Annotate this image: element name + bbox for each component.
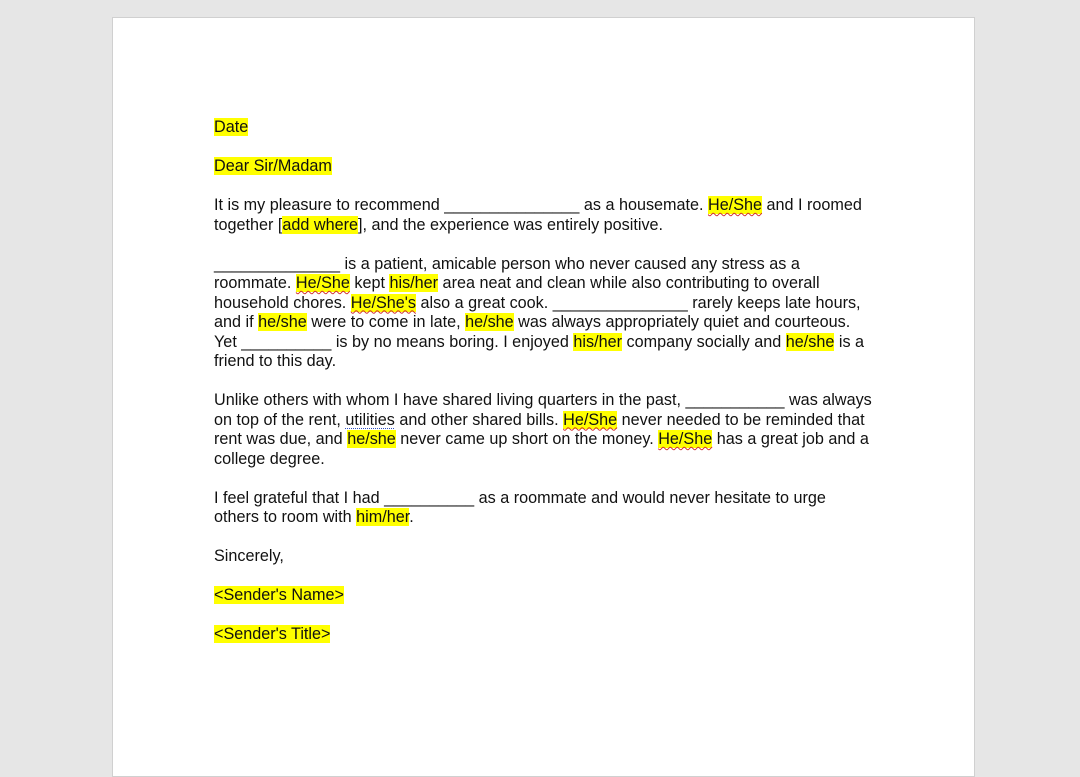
salutation-placeholder: Dear Sir/Madam <box>214 157 332 175</box>
p4-pronoun: him/her <box>356 508 410 526</box>
p2-pronoun-4: he/she <box>258 313 307 331</box>
date-line <box>214 118 874 138</box>
p3-text-c: and other shared bills. <box>394 410 564 429</box>
paragraph-4 <box>214 489 874 528</box>
p2-text-a: ______________ is a patient, amicable person who never caused any stress as a roommate. <box>214 254 800 292</box>
p3-pronoun-2: he/she <box>347 430 396 448</box>
paragraph-3 <box>214 391 874 469</box>
p2-text-k: was always appropriately quiet and courteous. Yet __________ is by no means boring. I enjoyed <box>214 313 851 351</box>
sender-name-placeholder: <Sender's Name> <box>214 586 344 604</box>
p2-text-c: kept <box>349 274 390 292</box>
p3-pronoun-1: He/She <box>563 410 618 429</box>
p1-text-a: It is my pleasure to recommend _______________ as a housemate. <box>214 196 709 214</box>
p2-pronoun-3: He/She's <box>350 293 416 312</box>
p3-text-g: never came up short on the money. <box>395 430 659 448</box>
document-page <box>112 17 975 777</box>
paragraph-1 <box>214 196 874 235</box>
p2-pronoun-7: he/she <box>785 332 835 351</box>
p4-text-a: I feel grateful that I had __________ as a roommate and would never hesitate to urge others to room with <box>214 488 826 526</box>
letter-body <box>214 118 874 664</box>
p1-add-where-placeholder: add where <box>282 215 359 234</box>
p3-utilities-word: utilities <box>345 410 395 429</box>
paragraph-2 <box>214 255 874 372</box>
salutation-line <box>214 157 874 177</box>
p2-pronoun-2: his/her <box>389 274 439 292</box>
p2-pronoun-1: He/She <box>295 274 350 292</box>
p4-text-c: . <box>409 508 414 526</box>
p3-text-a: Unlike others with whom I have shared living quarters in the past, ___________ was always on top of the rent, <box>214 391 872 429</box>
date-placeholder: Date <box>214 118 249 136</box>
p3-pronoun-3: He/She <box>658 430 713 448</box>
p2-pronoun-6: his/her <box>573 332 622 351</box>
p3-text-e: never needed to be reminded that rent was due, and <box>214 410 865 448</box>
closing-text: Sincerely, <box>214 547 284 565</box>
sender-title-placeholder: <Sender's Title> <box>214 625 331 643</box>
p2-text-i: were to come in late, <box>306 313 466 331</box>
closing-line <box>214 547 874 567</box>
sender-name-line <box>214 586 874 606</box>
p1-text-e: ], and the experience was entirely positive. <box>358 215 664 234</box>
p2-text-o: is a friend to this day. <box>214 332 865 370</box>
p1-text-c: and I roomed together [ <box>214 196 862 234</box>
p2-text-g: also a great cook. _______________ rarely keeps late hours, and if <box>214 293 861 331</box>
p2-text-m: company socially and <box>621 332 786 351</box>
p2-pronoun-5: he/she <box>465 313 514 331</box>
p1-pronoun-he-she: He/She <box>708 196 763 214</box>
p2-text-e: area neat and clean while also contributing to overall household chores. <box>214 274 820 312</box>
sender-title-line <box>214 625 874 645</box>
p3-text-i: has a great job and a college degree. <box>214 430 869 468</box>
